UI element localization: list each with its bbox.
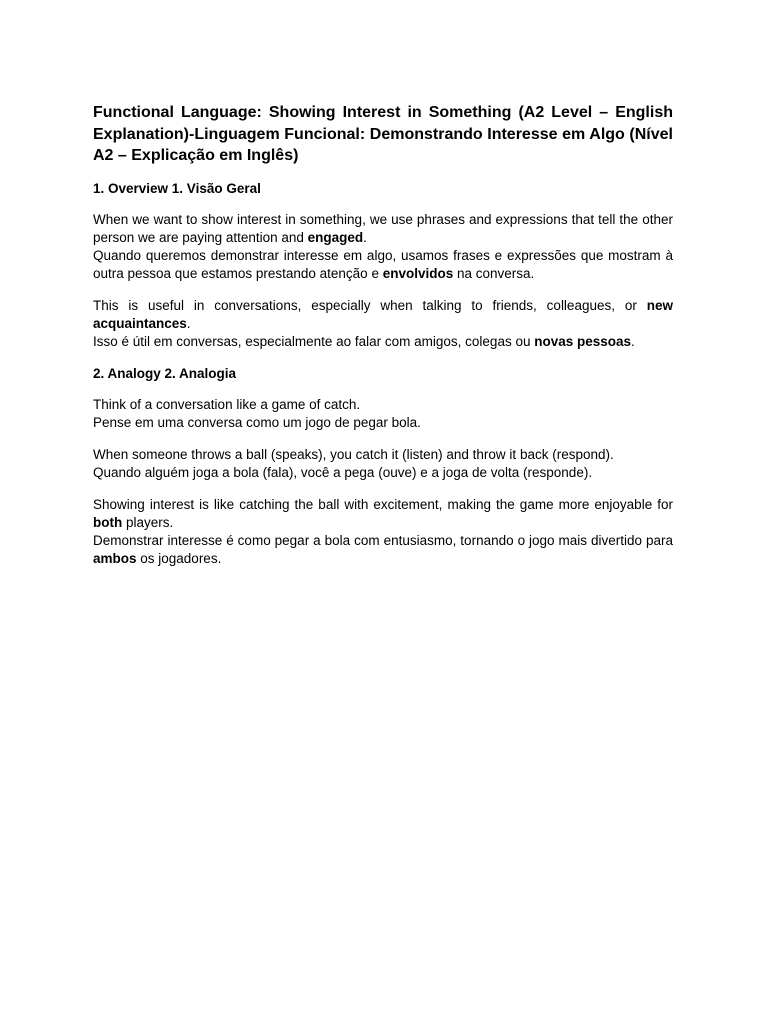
paragraph-english [93, 297, 673, 333]
text-span: players. [122, 514, 174, 530]
document-page [93, 102, 673, 582]
bold-term: new acquaintances [93, 297, 673, 331]
bold-term: envolvidos [382, 265, 454, 281]
paragraph-english [93, 211, 673, 247]
paragraph-english: Think of a conversation like a game of catch. [93, 396, 361, 412]
paragraph-analogy-3 [93, 496, 673, 568]
text-span: Isso é útil em conversas, especialmente ao falar com amigos, colegas ou [93, 333, 535, 349]
bold-term: ambos [93, 550, 137, 566]
paragraph-portuguese: Pense em uma conversa como um jogo de pegar bola. [93, 414, 421, 430]
text-span: . [186, 315, 191, 331]
text-span: Showing interest is like catching the ball with excitement, making the game more enjoyable for [93, 496, 673, 512]
section-heading-analogy: 2. Analogy 2. Analogia [93, 365, 237, 381]
text-span: Quando queremos demonstrar interesse em algo, usamos frases e expressões que mostram à outra pessoa que estamos prestando atenção e [93, 247, 673, 281]
text-span: . [363, 229, 367, 245]
bold-term: both [93, 514, 123, 530]
paragraph-portuguese [93, 532, 673, 568]
text-span: os jogadores. [136, 550, 222, 566]
text-span: Demonstrar interesse é como pegar a bola com entusiasmo, tornando o jogo mais divertido para [93, 532, 673, 548]
bold-term: engaged [307, 229, 364, 245]
section-heading-overview: 1. Overview 1. Visão Geral [93, 180, 261, 196]
paragraph-english [93, 496, 673, 532]
paragraph-portuguese: Quando alguém joga a bola (fala), você a pega (ouve) e a joga de volta (responde). [93, 464, 593, 480]
paragraph-overview-1 [93, 211, 673, 283]
paragraph-english: When someone throws a ball (speaks), you catch it (listen) and throw it back (respond). [93, 446, 614, 462]
document-title: Functional Language: Showing Interest in Something (A2 Level – English Explanation)-Linguagem Funcional: Demonstrando Interesse em Algo (Nível A2 – Explicação em Inglês) [93, 104, 673, 164]
paragraph-portuguese [93, 333, 673, 351]
text-span: When we want to show interest in something, we use phrases and expressions that tell the other person we are paying attention and [93, 211, 673, 245]
paragraph-portuguese [93, 247, 673, 283]
paragraph-analogy-2 [93, 446, 673, 482]
paragraph-overview-2 [93, 297, 673, 351]
text-span: This is useful in conversations, especially when talking to friends, colleagues, or [93, 297, 647, 313]
text-span: na conversa. [453, 265, 535, 281]
paragraph-analogy-1 [93, 396, 673, 432]
text-span: . [631, 333, 635, 349]
bold-term: novas pessoas [534, 333, 632, 349]
